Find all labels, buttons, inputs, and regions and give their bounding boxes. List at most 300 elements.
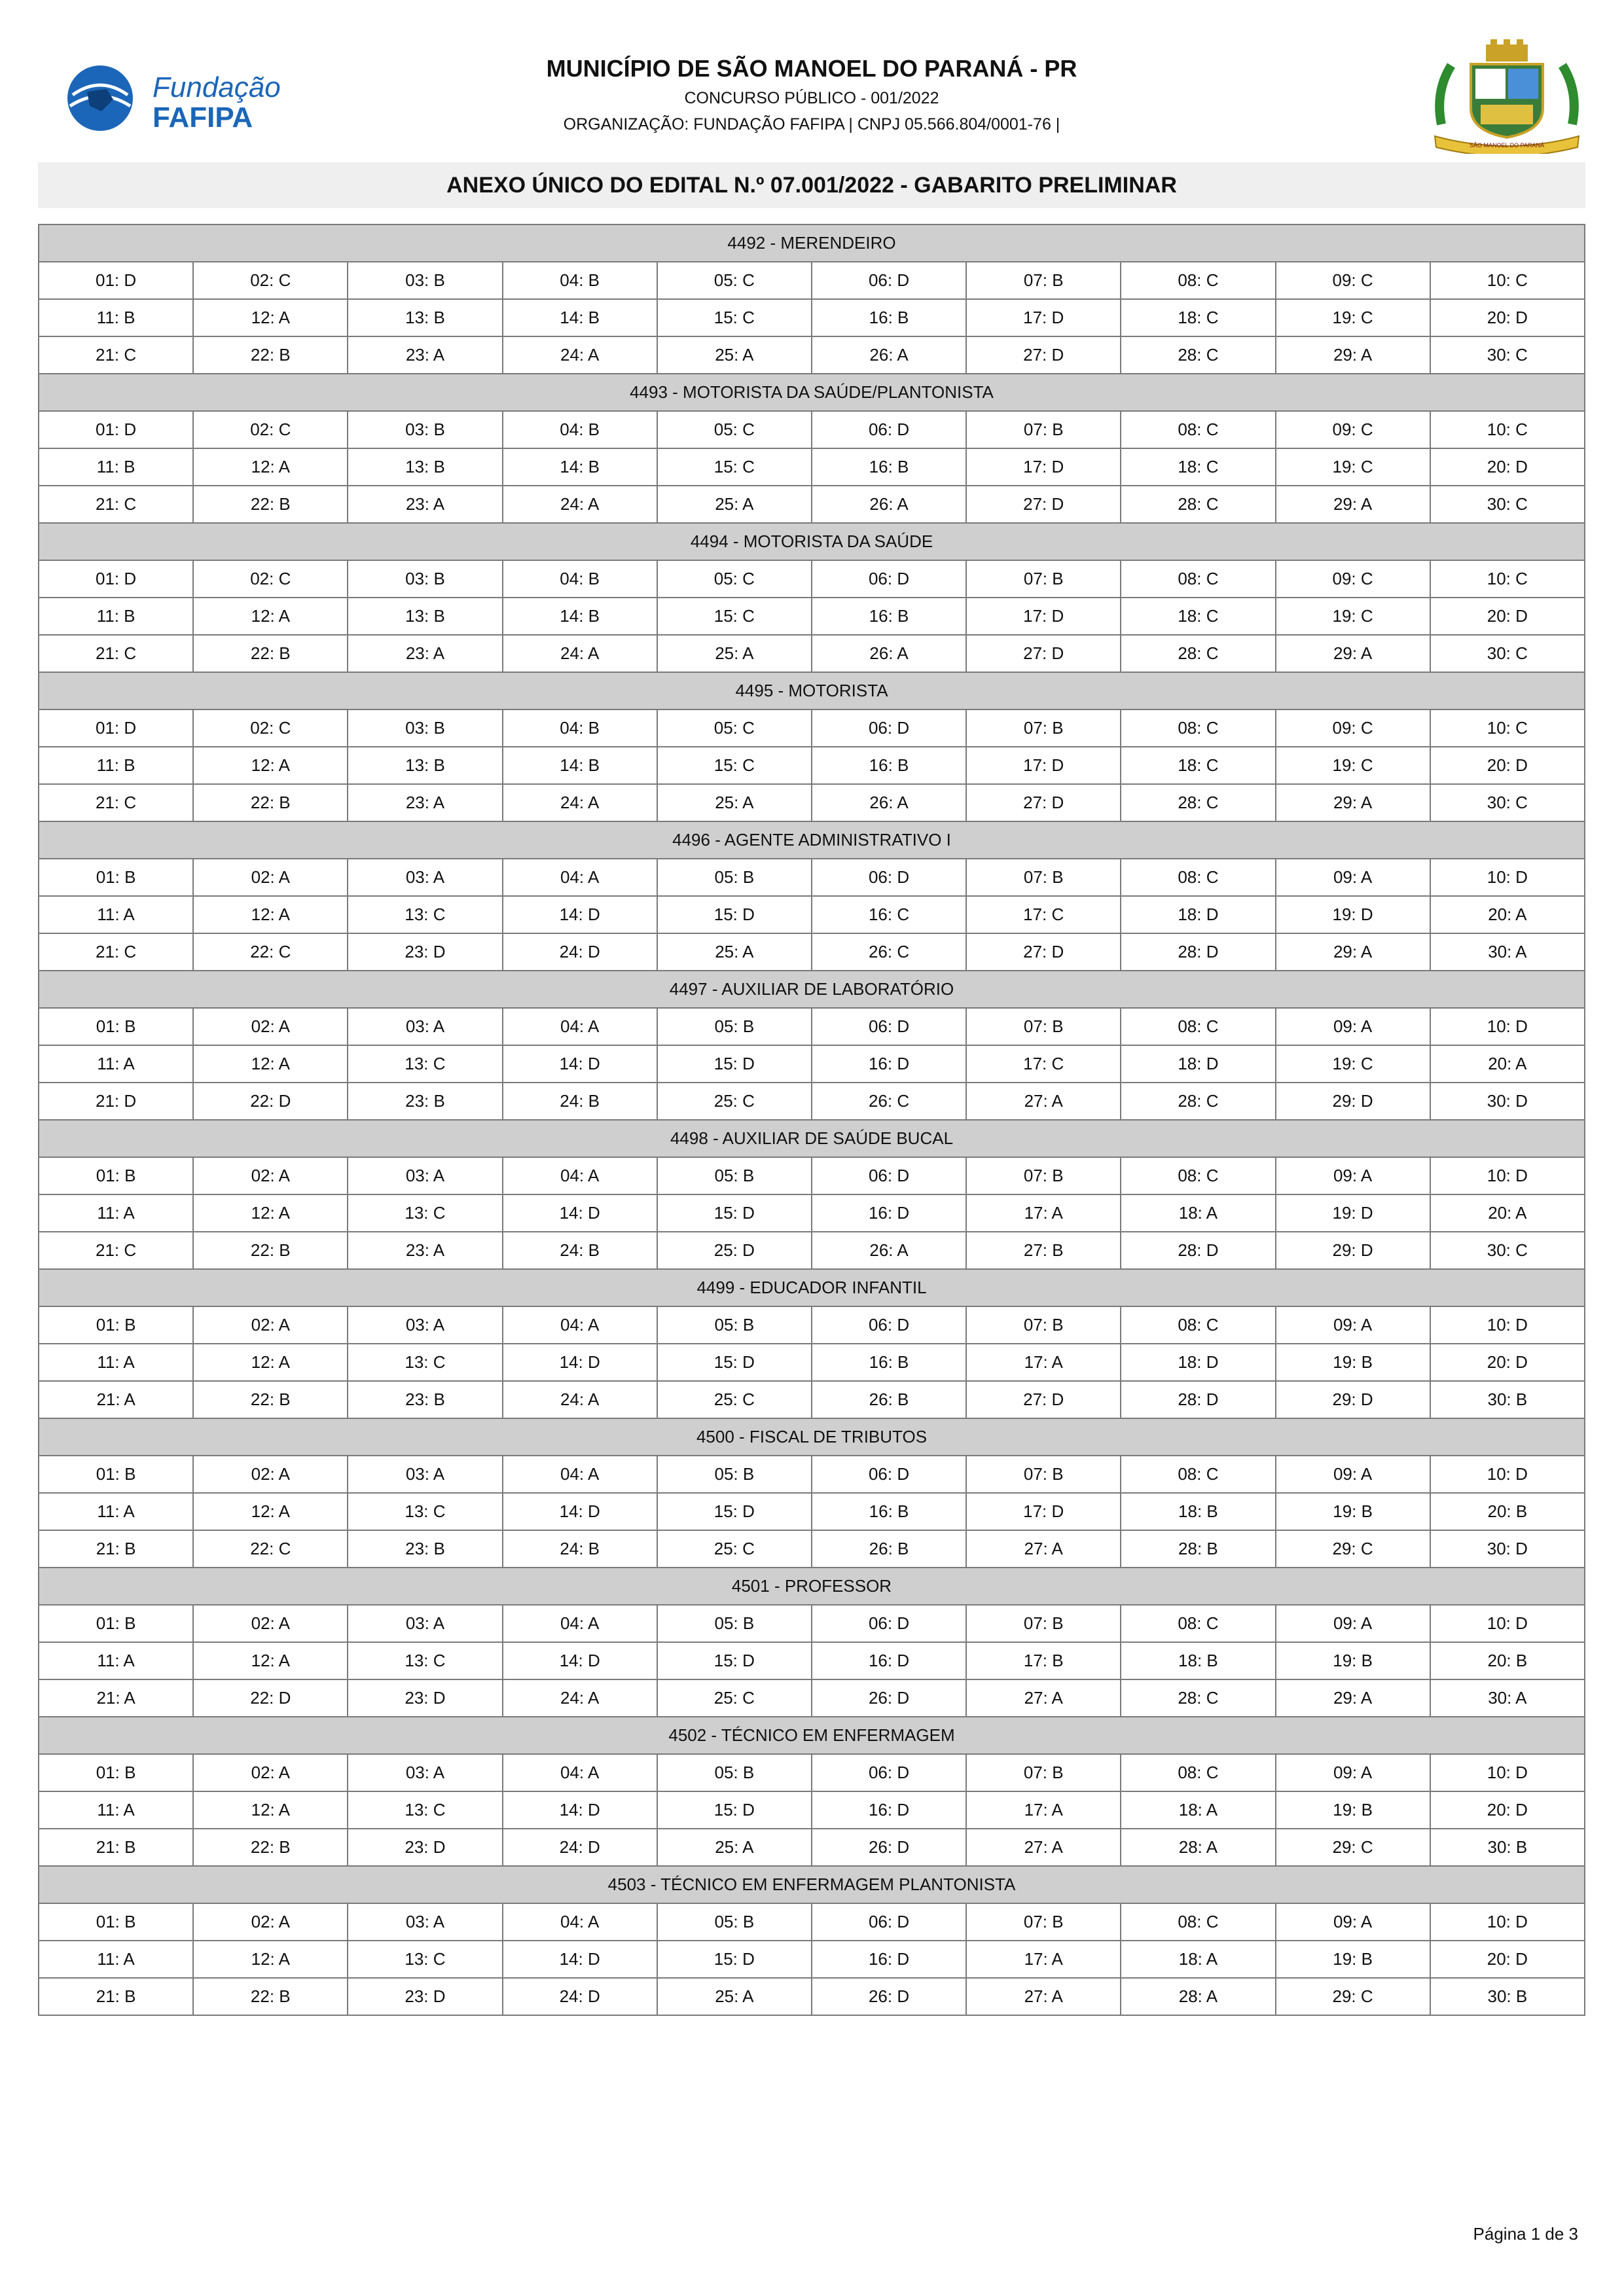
answer-cell: 27: B: [966, 1232, 1121, 1269]
answer-cell: 19: C: [1276, 598, 1430, 635]
answer-cell: 20: D: [1430, 299, 1585, 336]
answer-cell: 12: A: [193, 299, 348, 336]
answer-cell: 11: A: [39, 1344, 193, 1381]
answer-cell: 19: B: [1276, 1642, 1430, 1679]
answer-row: [39, 1157, 1585, 1194]
answer-cell: 15: D: [657, 1493, 812, 1530]
answer-cell: 21: C: [39, 1232, 193, 1269]
answer-cell: 21: A: [39, 1679, 193, 1717]
answer-cell: 25: C: [657, 1530, 812, 1568]
answer-cell: 27: D: [966, 784, 1121, 821]
answer-row: [39, 1829, 1585, 1866]
section-header-row: [39, 1120, 1585, 1157]
answer-cell: 09: A: [1276, 1903, 1430, 1941]
answer-cell: 21: C: [39, 635, 193, 672]
answer-cell: 17: A: [966, 1791, 1121, 1829]
answer-cell: 09: C: [1276, 560, 1430, 598]
answer-cell: 20: D: [1430, 598, 1585, 635]
section-header-row: [39, 821, 1585, 859]
answer-cell: 25: C: [657, 1679, 812, 1717]
answer-cell: 26: C: [812, 933, 966, 971]
answer-cell: 19: D: [1276, 896, 1430, 933]
answer-row: [39, 709, 1585, 747]
answer-cell: 01: B: [39, 1754, 193, 1791]
answer-cell: 03: B: [348, 262, 502, 299]
answer-cell: 09: A: [1276, 1605, 1430, 1642]
answer-cell: 07: B: [966, 1157, 1121, 1194]
answer-cell: 03: A: [348, 1605, 502, 1642]
answer-cell: 04: A: [503, 1903, 657, 1941]
answer-cell: 23: A: [348, 1232, 502, 1269]
answer-row: [39, 859, 1585, 896]
answer-cell: 10: D: [1430, 1754, 1585, 1791]
answer-cell: 17: D: [966, 448, 1121, 486]
answer-cell: 09: C: [1276, 411, 1430, 448]
answer-cell: 29: A: [1276, 486, 1430, 523]
answer-cell: 30: B: [1430, 1381, 1585, 1418]
answer-cell: 15: D: [657, 896, 812, 933]
answer-cell: 23: A: [348, 635, 502, 672]
answer-cell: 04: A: [503, 1157, 657, 1194]
section-title: 4493 - MOTORISTA DA SAÚDE/PLANTONISTA: [39, 374, 1585, 411]
answer-cell: 29: A: [1276, 336, 1430, 374]
answer-cell: 14: D: [503, 896, 657, 933]
contest-subtitle: CONCURSO PÚBLICO - 001/2022: [684, 89, 939, 107]
answer-cell: 06: D: [812, 1157, 966, 1194]
answer-cell: 12: A: [193, 747, 348, 784]
answer-cell: 15: C: [657, 747, 812, 784]
answer-cell: 15: D: [657, 1642, 812, 1679]
answer-cell: 03: A: [348, 859, 502, 896]
answer-cell: 29: D: [1276, 1381, 1430, 1418]
answer-cell: 13: C: [348, 1941, 502, 1978]
answer-cell: 25: A: [657, 1829, 812, 1866]
section-header-row: [39, 672, 1585, 709]
answer-row: [39, 336, 1585, 374]
answer-cell: 26: A: [812, 635, 966, 672]
answer-cell: 13: C: [348, 1344, 502, 1381]
answer-cell: 18: B: [1121, 1493, 1275, 1530]
answer-row: [39, 1530, 1585, 1568]
answer-cell: 11: A: [39, 1791, 193, 1829]
answer-cell: 01: B: [39, 1456, 193, 1493]
answer-cell: 14: D: [503, 1344, 657, 1381]
annex-title: ANEXO ÚNICO DO EDITAL N.º 07.001/2022 - GABARITO PRELIMINAR: [38, 162, 1585, 208]
answer-cell: 06: D: [812, 1306, 966, 1344]
section-header-row: [39, 1269, 1585, 1306]
answer-cell: 18: C: [1121, 598, 1275, 635]
answer-cell: 02: A: [193, 1754, 348, 1791]
answer-cell: 15: D: [657, 1344, 812, 1381]
answer-cell: 02: C: [193, 411, 348, 448]
answer-cell: 29: D: [1276, 1083, 1430, 1120]
answer-cell: 05: B: [657, 1008, 812, 1045]
section-title: 4496 - AGENTE ADMINISTRATIVO I: [39, 821, 1585, 859]
answer-cell: 05: C: [657, 411, 812, 448]
section-header-row: [39, 1717, 1585, 1754]
answer-cell: 08: C: [1121, 1903, 1275, 1941]
answer-cell: 01: B: [39, 1157, 193, 1194]
answer-cell: 29: A: [1276, 1679, 1430, 1717]
answer-cell: 27: A: [966, 1083, 1121, 1120]
answer-cell: 20: D: [1430, 1344, 1585, 1381]
answer-cell: 12: A: [193, 1642, 348, 1679]
answer-cell: 28: C: [1121, 1083, 1275, 1120]
answer-cell: 18: A: [1121, 1941, 1275, 1978]
municipal-coat-of-arms: [1428, 39, 1585, 154]
answer-cell: 16: B: [812, 1493, 966, 1530]
answer-cell: 26: A: [812, 784, 966, 821]
answer-key-table: [38, 224, 1585, 2016]
answer-cell: 10: D: [1430, 1903, 1585, 1941]
answer-cell: 17: B: [966, 1642, 1121, 1679]
answer-cell: 14: B: [503, 299, 657, 336]
answer-cell: 18: C: [1121, 448, 1275, 486]
answer-cell: 24: A: [503, 336, 657, 374]
answer-row: [39, 598, 1585, 635]
answer-cell: 11: A: [39, 1045, 193, 1083]
answer-cell: 15: D: [657, 1045, 812, 1083]
answer-cell: 10: D: [1430, 1008, 1585, 1045]
answer-cell: 21: B: [39, 1829, 193, 1866]
answer-cell: 10: D: [1430, 859, 1585, 896]
answer-cell: 17: D: [966, 747, 1121, 784]
answer-cell: 26: B: [812, 1530, 966, 1568]
answer-cell: 23: B: [348, 1083, 502, 1120]
answer-cell: 20: D: [1430, 1941, 1585, 1978]
answer-cell: 16: D: [812, 1045, 966, 1083]
answer-cell: 21: C: [39, 336, 193, 374]
answer-cell: 11: A: [39, 1642, 193, 1679]
answer-cell: 26: A: [812, 486, 966, 523]
answer-cell: 04: A: [503, 1008, 657, 1045]
answer-cell: 28: C: [1121, 1679, 1275, 1717]
answer-cell: 14: B: [503, 448, 657, 486]
section-title: 4501 - PROFESSOR: [39, 1568, 1585, 1605]
answer-cell: 05: B: [657, 1456, 812, 1493]
answer-row: [39, 1232, 1585, 1269]
answer-cell: 29: C: [1276, 1829, 1430, 1866]
answer-cell: 30: A: [1430, 1679, 1585, 1717]
answer-cell: 14: D: [503, 1941, 657, 1978]
answer-cell: 12: A: [193, 896, 348, 933]
answer-cell: 01: B: [39, 859, 193, 896]
answer-cell: 15: C: [657, 448, 812, 486]
answer-cell: 10: D: [1430, 1456, 1585, 1493]
answer-cell: 23: A: [348, 486, 502, 523]
document-header: [38, 39, 1585, 157]
answer-cell: 28: C: [1121, 784, 1275, 821]
answer-cell: 07: B: [966, 1456, 1121, 1493]
answer-cell: 14: D: [503, 1194, 657, 1232]
answer-row: [39, 1344, 1585, 1381]
answer-cell: 14: B: [503, 598, 657, 635]
answer-cell: 03: A: [348, 1157, 502, 1194]
answer-cell: 02: A: [193, 1903, 348, 1941]
answer-cell: 06: D: [812, 1456, 966, 1493]
answer-cell: 02: A: [193, 1605, 348, 1642]
answer-cell: 22: C: [193, 1530, 348, 1568]
answer-cell: 25: A: [657, 486, 812, 523]
answer-cell: 11: B: [39, 299, 193, 336]
answer-row: [39, 411, 1585, 448]
answer-cell: 12: A: [193, 1941, 348, 1978]
answer-cell: 02: A: [193, 1157, 348, 1194]
answer-row: [39, 933, 1585, 971]
section-header-row: [39, 523, 1585, 560]
answer-cell: 15: D: [657, 1194, 812, 1232]
answer-cell: 23: D: [348, 1978, 502, 2015]
answer-cell: 27: A: [966, 1978, 1121, 2015]
answer-cell: 10: C: [1430, 709, 1585, 747]
answer-cell: 04: A: [503, 859, 657, 896]
answer-row: [39, 635, 1585, 672]
answer-cell: 22: B: [193, 486, 348, 523]
answer-cell: 10: C: [1430, 560, 1585, 598]
logo-text-fundacao: Fundação: [153, 71, 281, 103]
answer-cell: 14: D: [503, 1642, 657, 1679]
answer-cell: 07: B: [966, 1008, 1121, 1045]
answer-row: [39, 1194, 1585, 1232]
answer-cell: 12: A: [193, 1194, 348, 1232]
answer-cell: 10: D: [1430, 1306, 1585, 1344]
answer-cell: 02: C: [193, 262, 348, 299]
answer-cell: 17: D: [966, 598, 1121, 635]
answer-row: [39, 1754, 1585, 1791]
answer-cell: 03: A: [348, 1306, 502, 1344]
answer-row: [39, 1456, 1585, 1493]
answer-cell: 30: C: [1430, 784, 1585, 821]
answer-cell: 26: A: [812, 1232, 966, 1269]
answer-row: [39, 1679, 1585, 1717]
answer-cell: 21: D: [39, 1083, 193, 1120]
answer-cell: 06: D: [812, 1008, 966, 1045]
answer-cell: 24: A: [503, 1679, 657, 1717]
answer-cell: 17: D: [966, 299, 1121, 336]
answer-cell: 13: C: [348, 1791, 502, 1829]
answer-cell: 09: A: [1276, 1754, 1430, 1791]
answer-cell: 25: A: [657, 933, 812, 971]
answer-cell: 25: C: [657, 1083, 812, 1120]
answer-cell: 27: A: [966, 1679, 1121, 1717]
answer-cell: 24: D: [503, 1978, 657, 2015]
answer-cell: 16: B: [812, 1344, 966, 1381]
answer-row: [39, 1306, 1585, 1344]
answer-cell: 19: B: [1276, 1493, 1430, 1530]
answer-row: [39, 1941, 1585, 1978]
answer-cell: 03: B: [348, 560, 502, 598]
answer-cell: 05: B: [657, 1306, 812, 1344]
answer-cell: 04: B: [503, 560, 657, 598]
answer-cell: 20: A: [1430, 1045, 1585, 1083]
section-header-row: [39, 1418, 1585, 1456]
section-title: 4502 - TÉCNICO EM ENFERMAGEM: [39, 1717, 1585, 1754]
answer-cell: 19: D: [1276, 1194, 1430, 1232]
answer-cell: 22: D: [193, 1083, 348, 1120]
answer-cell: 19: B: [1276, 1941, 1430, 1978]
answer-cell: 24: D: [503, 1829, 657, 1866]
answer-cell: 21: C: [39, 933, 193, 971]
answer-cell: 27: D: [966, 933, 1121, 971]
answer-cell: 08: C: [1121, 1754, 1275, 1791]
answer-cell: 06: D: [812, 1903, 966, 1941]
answer-cell: 13: C: [348, 1493, 502, 1530]
answer-cell: 28: C: [1121, 486, 1275, 523]
answer-cell: 25: D: [657, 1232, 812, 1269]
header-text-block: [38, 52, 1585, 137]
answer-cell: 12: A: [193, 1045, 348, 1083]
answer-cell: 16: B: [812, 598, 966, 635]
answer-cell: 26: D: [812, 1679, 966, 1717]
answer-cell: 27: D: [966, 1381, 1121, 1418]
answer-cell: 05: B: [657, 1903, 812, 1941]
answer-cell: 01: B: [39, 1008, 193, 1045]
answer-cell: 23: D: [348, 933, 502, 971]
answer-cell: 01: D: [39, 560, 193, 598]
answer-cell: 09: A: [1276, 1456, 1430, 1493]
answer-cell: 22: D: [193, 1679, 348, 1717]
answer-cell: 02: A: [193, 859, 348, 896]
answer-cell: 09: C: [1276, 709, 1430, 747]
answer-cell: 11: B: [39, 747, 193, 784]
answer-cell: 25: A: [657, 336, 812, 374]
answer-cell: 26: D: [812, 1978, 966, 2015]
answer-cell: 20: A: [1430, 896, 1585, 933]
page-number: Página 1 de 3: [1473, 2224, 1578, 2244]
answer-cell: 19: C: [1276, 747, 1430, 784]
section-title: 4495 - MOTORISTA: [39, 672, 1585, 709]
answer-cell: 14: D: [503, 1045, 657, 1083]
answer-cell: 21: C: [39, 486, 193, 523]
answer-cell: 21: B: [39, 1978, 193, 2015]
answer-cell: 25: C: [657, 1381, 812, 1418]
answer-cell: 23: B: [348, 1530, 502, 1568]
answer-cell: 25: A: [657, 1978, 812, 2015]
answer-cell: 08: C: [1121, 1456, 1275, 1493]
section-title: 4499 - EDUCADOR INFANTIL: [39, 1269, 1585, 1306]
answer-cell: 16: B: [812, 299, 966, 336]
answer-cell: 01: B: [39, 1903, 193, 1941]
answer-cell: 17: C: [966, 896, 1121, 933]
answer-cell: 09: A: [1276, 1008, 1430, 1045]
answer-cell: 09: A: [1276, 859, 1430, 896]
answer-cell: 01: D: [39, 709, 193, 747]
answer-cell: 15: D: [657, 1791, 812, 1829]
answer-cell: 24: A: [503, 1381, 657, 1418]
answer-cell: 28: C: [1121, 635, 1275, 672]
answer-cell: 30: C: [1430, 486, 1585, 523]
answer-cell: 30: B: [1430, 1829, 1585, 1866]
answer-cell: 10: C: [1430, 262, 1585, 299]
answer-cell: 19: C: [1276, 1045, 1430, 1083]
section-header-row: [39, 374, 1585, 411]
answer-cell: 13: C: [348, 1194, 502, 1232]
section-title: 4492 - MERENDEIRO: [39, 224, 1585, 262]
answer-cell: 09: A: [1276, 1157, 1430, 1194]
answer-cell: 04: B: [503, 709, 657, 747]
answer-cell: 28: D: [1121, 1381, 1275, 1418]
answer-cell: 20: D: [1430, 448, 1585, 486]
answer-cell: 29: A: [1276, 933, 1430, 971]
answer-cell: 12: A: [193, 448, 348, 486]
answer-cell: 28: C: [1121, 336, 1275, 374]
answer-cell: 07: B: [966, 1903, 1121, 1941]
answer-cell: 24: D: [503, 933, 657, 971]
answer-cell: 30: A: [1430, 933, 1585, 971]
answer-cell: 06: D: [812, 1605, 966, 1642]
answer-cell: 05: B: [657, 1754, 812, 1791]
answer-row: [39, 1045, 1585, 1083]
answer-cell: 07: B: [966, 1605, 1121, 1642]
answer-cell: 05: B: [657, 1157, 812, 1194]
section-title: 4497 - AUXILIAR DE LABORATÓRIO: [39, 971, 1585, 1008]
answer-cell: 13: C: [348, 1045, 502, 1083]
answer-cell: 19: C: [1276, 448, 1430, 486]
answer-cell: 15: D: [657, 1941, 812, 1978]
coat-of-arms-banner-text: SÃO MANOEL DO PARANÁ: [1469, 142, 1545, 149]
answer-cell: 11: A: [39, 1194, 193, 1232]
answer-row: [39, 486, 1585, 523]
answer-cell: 10: C: [1430, 411, 1585, 448]
answer-cell: 06: D: [812, 411, 966, 448]
answer-cell: 11: A: [39, 1941, 193, 1978]
answer-row: [39, 1791, 1585, 1829]
answer-cell: 02: A: [193, 1456, 348, 1493]
answer-cell: 27: D: [966, 486, 1121, 523]
answer-cell: 11: A: [39, 1493, 193, 1530]
section-title: 4500 - FISCAL DE TRIBUTOS: [39, 1418, 1585, 1456]
answer-cell: 13: C: [348, 1642, 502, 1679]
answer-cell: 22: B: [193, 1232, 348, 1269]
answer-row: [39, 747, 1585, 784]
answer-cell: 06: D: [812, 1754, 966, 1791]
answer-cell: 06: D: [812, 859, 966, 896]
answer-cell: 16: B: [812, 747, 966, 784]
answer-cell: 02: A: [193, 1306, 348, 1344]
answer-cell: 22: B: [193, 1829, 348, 1866]
answer-cell: 07: B: [966, 262, 1121, 299]
answer-cell: 12: A: [193, 598, 348, 635]
answer-cell: 03: A: [348, 1008, 502, 1045]
answer-cell: 05: B: [657, 1605, 812, 1642]
answer-cell: 30: C: [1430, 1232, 1585, 1269]
answer-cell: 12: A: [193, 1493, 348, 1530]
answer-cell: 08: C: [1121, 262, 1275, 299]
section-title: 4498 - AUXILIAR DE SAÚDE BUCAL: [39, 1120, 1585, 1157]
answer-cell: 21: A: [39, 1381, 193, 1418]
answer-cell: 27: A: [966, 1829, 1121, 1866]
answer-cell: 18: A: [1121, 1194, 1275, 1232]
answer-cell: 15: C: [657, 598, 812, 635]
answer-cell: 13: B: [348, 747, 502, 784]
answer-cell: 05: C: [657, 262, 812, 299]
answer-cell: 04: B: [503, 411, 657, 448]
answer-row: [39, 1605, 1585, 1642]
answer-cell: 28: D: [1121, 933, 1275, 971]
answer-cell: 30: C: [1430, 336, 1585, 374]
answer-cell: 18: B: [1121, 1642, 1275, 1679]
answer-cell: 17: D: [966, 1493, 1121, 1530]
answer-cell: 03: A: [348, 1903, 502, 1941]
answer-cell: 17: A: [966, 1344, 1121, 1381]
answer-cell: 12: A: [193, 1791, 348, 1829]
answer-cell: 13: C: [348, 896, 502, 933]
answer-cell: 04: A: [503, 1754, 657, 1791]
answer-cell: 22: B: [193, 1381, 348, 1418]
answer-cell: 30: C: [1430, 635, 1585, 672]
answer-cell: 24: A: [503, 784, 657, 821]
answer-cell: 11: B: [39, 448, 193, 486]
